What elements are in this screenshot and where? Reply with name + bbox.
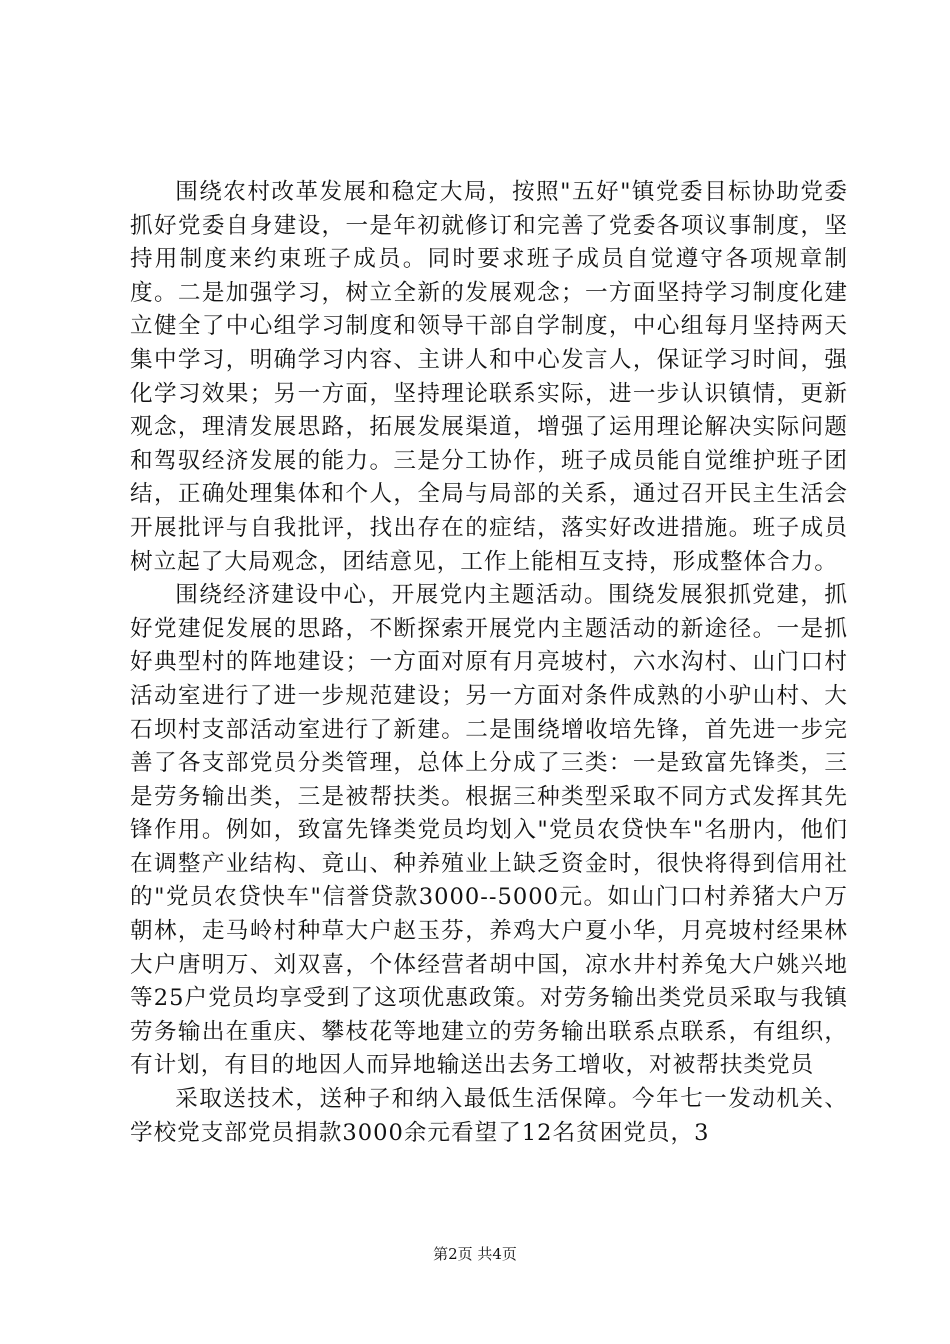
- body-text: [130, 176, 848, 1150]
- paragraph-1: 围绕农村改革发展和稳定大局，按照"五好"镇党委目标协助党委抓好党委自身建设，一是年初就修订和完善了党委各项议事制度，坚持用制度来约束班子成员。同时要求班子成员自觉遵守各项规章制度。二是加强学习，树立全新的发展观念；一方面坚持学习制度化建立健全了中心组学习制度和领导干部自学制度，中心组每月坚持两天集中学习，明确学习内容、主讲人和中心发言人，保证学习时间，强化学习效果；另一方面，坚持理论联系实际，进一步认识镇情，更新观念，理清发展思路，拓展发展渠道，增强了运用理论解决实际问题和驾驭经济发展的能力。三是分工协作，班子成员能自觉维护班子团结，正确处理集体和个人，全局与局部的关系，通过召开民主生活会开展批评与自我批评，找出存在的症结，落实好改进措施。班子成员树立起了大局观念，团结意见，工作上能相互支持，形成整体合力。: [130, 179, 848, 575]
- paragraph-2: 围绕经济建设中心，开展党内主题活动。围绕发展狠抓党建，抓好党建促发展的思路，不断探索开展党内主题活动的新途径。一是抓好典型村的阵地建设；一方面对原有月亮坡村，六水沟村、山门口村活动室进行了进一步规范建设；另一方面对条件成熟的小驴山村、大石坝村支部活动室进行了新建。二是围绕增收培先锋，首先进一步完善了各支部党员分类管理，总体上分成了三类：一是致富先锋类，三是劳务输出类，三是被帮扶类。根据三种类型采取不同方式发挥其先锋作用。例如，致富先锋类党员均划入"党员农贷快车"名册内，他们在调整产业结构、竟山、种养殖业上缺乏资金时，很快将得到信用社的"党员农贷快车"信誉贷款3000--5000元。如山门口村养猪大户万朝林，走马岭村种草大户赵玉芬，养鸡大户夏小华，月亮坡村经果林大户唐明万、刘双喜，个体经营者胡中国，凉水井村养兔大户姚兴地等25户党员均享受到了这项优惠政策。对劳务输出类党员采取与我镇劳务输出在重庆、攀枝花等地建立的劳务输出联系点联系，有组织，有计划，有目的地因人而异地输送出去务工增收，对被帮扶类党员: [130, 582, 848, 1079]
- page-footer: 第2页 共4页: [433, 1245, 517, 1263]
- paragraph-3: 采取送技术，送种子和纳入最低生活保障。今年七一发动机关、学校党支部党员捐款3000余元看望了12名贫困党员，3: [130, 1086, 848, 1146]
